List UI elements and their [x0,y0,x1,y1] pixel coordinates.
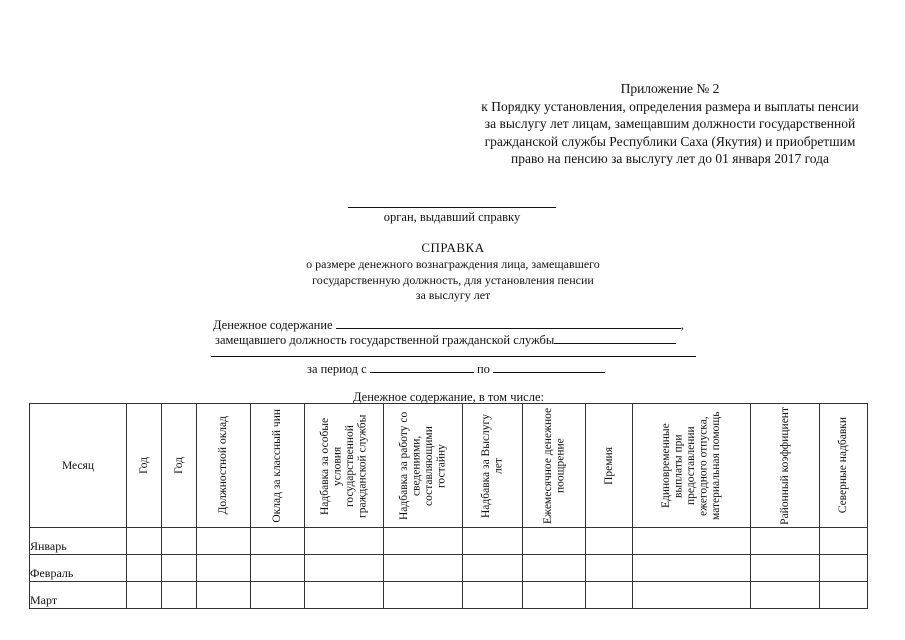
table-header-row [30,404,868,528]
column-header-label: Премия [602,446,615,485]
column-header-northern-allowance [820,404,868,528]
column-header-label: Месяц [61,459,94,472]
column-header-label: Должностной оклад [217,416,230,515]
salary-comma: , [680,318,684,332]
column-header-label: Надбавка за Выслугу лет [480,413,505,518]
subtitle-line: за выслугу лет [415,288,491,302]
month-cell: Февраль [30,555,127,582]
column-header-label: Надбавка за работу со сведениями, составляющими гостайну [398,411,448,520]
table-cell[interactable] [197,555,251,582]
table-cell[interactable] [251,555,305,582]
table-cell[interactable] [305,582,384,609]
position-blank[interactable] [554,331,676,344]
column-header-one-time-payments [633,404,751,528]
appendix-line: к Порядку установления, определения размера и выплаты пенсии [481,98,859,114]
period-to-blank[interactable] [493,360,605,373]
column-header-label: Оклад за классный чин [271,408,284,523]
table-cell[interactable] [751,528,820,555]
table-cell[interactable] [586,555,633,582]
salary-table [29,403,868,609]
table-cell[interactable] [162,582,197,609]
table-row [30,555,868,582]
month-cell: Март [30,582,127,609]
column-header-rank-salary [251,404,305,528]
column-header-regional-coefficient [751,404,820,528]
table-row [30,582,868,609]
column-header-label: Районный коэффициент [778,406,791,525]
position-label: замещавшего должность государственной гражданской службы [215,333,555,347]
table-cell[interactable] [523,582,586,609]
table-cell[interactable] [633,582,751,609]
table-cell[interactable] [633,528,751,555]
position-row [215,331,676,348]
table-cell[interactable] [162,555,197,582]
subtitle-line: о размере денежного вознаграждения лица, замещавшего [306,257,600,271]
table-cell[interactable] [127,528,162,555]
table-cell[interactable] [197,582,251,609]
table-cell[interactable] [127,582,162,609]
appendix-header [420,80,905,168]
table-cell[interactable] [820,528,868,555]
column-header-monthly-bonus [523,404,586,528]
column-header-premium [586,404,633,528]
column-header-label: Ежемесячное денежное поощрение [541,407,566,524]
certificate-subtitle [270,257,636,304]
table-row [30,528,868,555]
table-cell[interactable] [127,555,162,582]
table-cell[interactable] [384,555,463,582]
column-header-label: Год [172,457,185,474]
column-header-month [30,404,127,528]
period-from-label: за период с [307,362,367,376]
table-caption: Денежное содержание, в том числе: [353,390,544,404]
table-cell[interactable] [162,528,197,555]
table-cell[interactable] [751,555,820,582]
column-header-label: Надбавка за особые условия государственной гражданской службы [319,413,369,518]
table-cell[interactable] [586,582,633,609]
table-cell[interactable] [523,528,586,555]
table-cell[interactable] [820,582,868,609]
table-cell[interactable] [463,582,523,609]
table-cell[interactable] [251,582,305,609]
column-header-label: Год [137,457,150,474]
certificate-title: СПРАВКА [421,240,485,255]
column-header-secret-info [384,404,463,528]
table-cell[interactable] [463,555,523,582]
salary-blank[interactable] [336,316,681,329]
table-cell[interactable] [305,555,384,582]
table-cell[interactable] [384,528,463,555]
column-header-year [162,404,197,528]
table-cell[interactable] [384,582,463,609]
table-body [30,528,868,609]
table-cell[interactable] [251,528,305,555]
issuer-label: орган, выдавший справку [383,210,521,224]
column-header-base-salary [197,404,251,528]
salary-label: Денежное содержание [213,318,333,332]
table-cell[interactable] [463,528,523,555]
period-to-label: по [476,362,490,376]
column-header-year [127,404,162,528]
period-from-blank[interactable] [370,360,474,373]
table-cell[interactable] [751,582,820,609]
table-cell[interactable] [305,528,384,555]
table-cell[interactable] [197,528,251,555]
column-header-label: Единовременные выплаты при предоставлении ежегодного отпуска, материальная помощь [660,411,723,520]
position-blank-line[interactable] [211,356,696,357]
table-cell[interactable] [820,555,868,582]
month-cell: Январь [30,528,127,555]
column-header-seniority [463,404,523,528]
table-cell[interactable] [586,528,633,555]
appendix-line: гражданской службы Республики Саха (Якутия) и приобретшим [484,133,856,149]
appendix-line: право на пенсию за выслугу лет до 01 января 2017 года [511,151,829,166]
appendix-line: за выслугу лет лицам, замещавшим должности государственной [484,116,856,131]
column-header-label: Северные надбавки [837,417,850,514]
period-row [307,360,605,377]
appendix-line: Приложение № 2 [620,81,720,96]
issuer-blank-line[interactable] [348,207,556,208]
table-cell[interactable] [633,555,751,582]
table-cell[interactable] [523,555,586,582]
subtitle-line: государственную должность, для установления пенсии [312,272,594,287]
column-header-special-conditions [305,404,384,528]
